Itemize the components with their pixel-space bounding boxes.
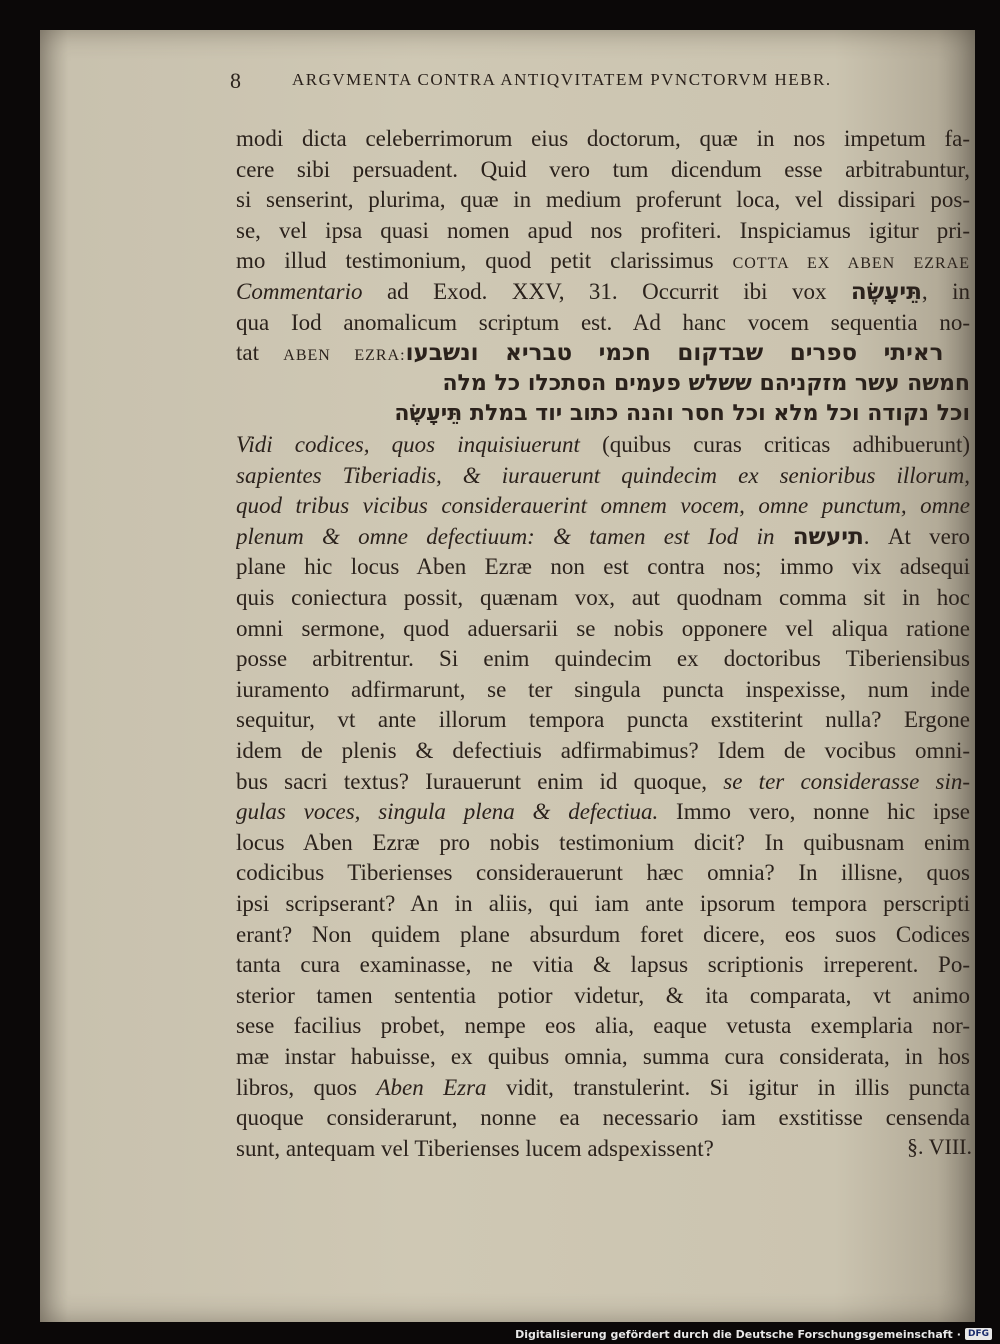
text-segment: (quibus curas criticas adhibuerunt) bbox=[579, 432, 970, 457]
italic-text: Vidi codices, quos inquisiuerunt bbox=[236, 432, 580, 457]
text-segment: Immo vero, nonne hic ipse bbox=[658, 799, 970, 825]
text-line bbox=[236, 369, 970, 399]
text-line bbox=[236, 583, 970, 613]
text-segment: omni sermone, quod aduersarii se nobis opponere vel aliqua ratione bbox=[236, 615, 970, 641]
text-line bbox=[236, 1103, 970, 1133]
text-line bbox=[236, 124, 970, 154]
text-segment: vidit, transtulerint. Si igitur in illis puncta bbox=[486, 1074, 970, 1100]
italic-text: gulas voces, singula plena & defectiua. bbox=[236, 799, 659, 825]
italic-text: sapientes Tiberiadis, & iurauerunt quindecim ex senioribus illorum, bbox=[236, 462, 970, 488]
text-segment: se, vel ipsa quasi nomen apud nos profiteri. Inspiciamus igitur pri- bbox=[236, 217, 970, 243]
text-segment: qua Iod anomalicum scriptum est. Ad hanc vocem sequentia no- bbox=[236, 309, 970, 335]
running-title: ARGVMENTA CONTRA ANTIQVITATEM PVNCTORVM HEBR. bbox=[292, 70, 832, 89]
text-segment: plane hic locus Aben Ezræ non est contra nos; immo vix adsequi bbox=[236, 554, 970, 580]
text-line bbox=[236, 430, 970, 460]
hebrew-text: וכל נקודה וכל מלא וכל חסר והנה כתוב יוד במלת תֵּיעָשֶׂה bbox=[394, 401, 970, 427]
text-line bbox=[236, 705, 970, 735]
text-line bbox=[236, 185, 970, 215]
small-caps-text: ABEN EZRA: bbox=[283, 347, 406, 365]
text-line bbox=[236, 399, 970, 429]
hebrew-text: ראיתי ספרים שבדקום חכמי טבריא ונשבעו bbox=[405, 340, 970, 367]
footer-credit bbox=[515, 1326, 992, 1342]
text-line bbox=[236, 889, 970, 919]
text-segment: sese facilius probet, nempe eos alia, eaque vetusta exemplaria nor- bbox=[236, 1013, 970, 1039]
text-line bbox=[236, 828, 970, 858]
text-line bbox=[236, 1011, 970, 1041]
italic-text: plenum & omne defectiuum: & tamen est Iod in bbox=[236, 523, 793, 549]
catchword: §. VIII. bbox=[907, 1134, 972, 1159]
hebrew-text: תיעשה bbox=[792, 523, 864, 550]
text-segment: ad Exod. XXV, 31. Occurrit ibi vox bbox=[362, 279, 851, 304]
text-line bbox=[236, 308, 970, 338]
text-segment: posse arbitrentur. Si enim quindecim ex doctoribus Tiberiensibus bbox=[236, 646, 970, 672]
text-segment: quis coniectura possit, quænam vox, aut quodnam comma sit in hoc bbox=[236, 585, 970, 610]
text-segment: locus Aben Ezræ pro nobis testimonium dicit? In quibusnam enim bbox=[236, 829, 970, 855]
footer-text: Digitalisierung gefördert durch die Deutsche Forschungsgemeinschaft bbox=[515, 1327, 953, 1341]
text-segment: quoque considerarunt, nonne ea necessario iam exstitisse censenda bbox=[236, 1105, 970, 1131]
hebrew-text: חמשה עשר מזקניהם ששלש פעמים הסתכלו כל מלה bbox=[442, 370, 970, 396]
text-segment: idem de plenis & defectiuis adfirmabimus? Idem de vocibus omni- bbox=[236, 738, 970, 763]
text-line bbox=[236, 522, 970, 552]
dfg-logo: DFG bbox=[965, 1328, 992, 1340]
text-segment: codicibus Tiberienses considerauerunt hæc omnia? In illisne, quos bbox=[236, 860, 970, 886]
text-segment: , in bbox=[921, 279, 970, 304]
text-line bbox=[236, 981, 970, 1011]
hebrew-text: תֵּיעָשֶׂה bbox=[850, 279, 922, 305]
text-segment: cere sibi persuadent. Quid vero tum dicendum esse arbitrabuntur, bbox=[236, 156, 970, 182]
text-line bbox=[236, 644, 970, 674]
text-segment: mo illud testimonium, quod petit clarissimus bbox=[236, 248, 733, 274]
text-line bbox=[236, 950, 970, 980]
text-line bbox=[236, 1042, 970, 1072]
text-line bbox=[236, 614, 970, 644]
footer-separator: · bbox=[956, 1327, 961, 1341]
text-segment: si senserint, plurima, quæ in medium proferunt loca, vel dissipari pos- bbox=[236, 187, 970, 213]
text-segment: tanta cura examinasse, ne vitia & lapsus scriptionis irreperent. Po- bbox=[236, 952, 970, 978]
text-line bbox=[236, 920, 970, 950]
text-line bbox=[236, 216, 970, 246]
italic-text: Aben Ezra bbox=[376, 1074, 487, 1100]
text-line bbox=[236, 797, 970, 827]
text-line bbox=[236, 277, 970, 307]
text-line bbox=[236, 461, 970, 491]
running-header bbox=[230, 64, 970, 100]
text-line bbox=[236, 858, 970, 888]
italic-text: quod tribus vicibus considerauerint omnem vocem, omne punctum, omne bbox=[236, 493, 970, 519]
text-segment: . At vero bbox=[863, 523, 970, 549]
text-segment: erant? Non quidem plane absurdum foret dicere, eos suos Codices bbox=[236, 921, 970, 947]
text-line bbox=[236, 1134, 970, 1164]
text-segment: iuramento adfirmarunt, se ter singula puncta inspexisse, num inde bbox=[236, 676, 970, 702]
text-line bbox=[236, 155, 970, 185]
text-segment: ipsi scripserant? An in aliis, qui iam ante ipsorum tempora perscripti bbox=[236, 891, 970, 916]
text-segment: sequitur, vt ante illorum tempora puncta exstiterint nulla? Ergone bbox=[236, 707, 970, 733]
text-line bbox=[236, 675, 970, 705]
text-line bbox=[236, 246, 970, 276]
text-line bbox=[236, 767, 970, 797]
text-segment: sterior tamen sententia potior videtur, & ita comparata, vt animo bbox=[236, 982, 970, 1008]
italic-text: Commentario bbox=[236, 279, 363, 304]
text-segment: tat bbox=[236, 340, 284, 366]
text-line bbox=[236, 338, 970, 368]
italic-text: se ter considerasse sin- bbox=[723, 768, 970, 794]
page-number: 8 bbox=[230, 68, 241, 93]
text-line bbox=[236, 491, 970, 521]
text-segment: sunt, antequam vel Tiberienses lucem adspexissent? bbox=[236, 1135, 714, 1161]
text-line bbox=[236, 1073, 970, 1103]
text-segment: bus sacri textus? Iurauerunt enim id quoque, bbox=[236, 768, 724, 794]
small-caps-text: COTTA EX ABEN EZRAE bbox=[732, 255, 970, 273]
text-segment: mæ instar habuisse, ex quibus omnia, summa cura considerata, in hos bbox=[236, 1044, 970, 1069]
text-line bbox=[236, 736, 970, 766]
text-segment: libros, quos bbox=[236, 1074, 377, 1100]
text-segment: modi dicta celeberrimorum eius doctorum, quæ in nos impetum fa- bbox=[236, 126, 970, 151]
text-line bbox=[236, 552, 970, 582]
